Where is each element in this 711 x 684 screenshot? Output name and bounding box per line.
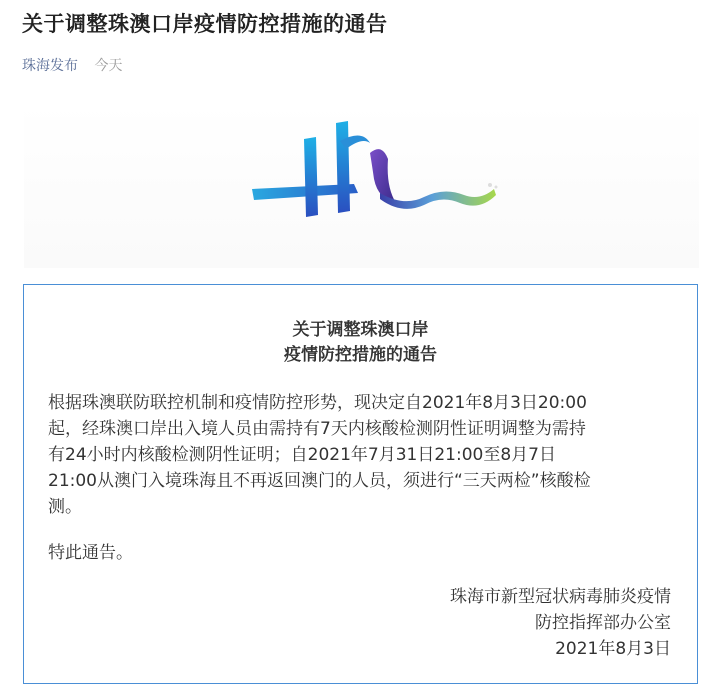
- notice-heading-line2: 疫情防控措施的通告: [284, 345, 437, 365]
- banner-image: [24, 103, 699, 268]
- notice-box: [23, 284, 698, 684]
- article-meta: [22, 55, 122, 75]
- source-account-link[interactable]: 珠海发布: [22, 58, 78, 74]
- publish-date: 今天: [94, 58, 123, 74]
- zhuhai-logo-icon: [24, 103, 699, 268]
- notice-body-line: 21:00从澳门入境珠海且不再返回澳门的人员，须进行“三天两检”核酸检: [48, 471, 591, 491]
- notice-signature-date: 2021年8月3日: [555, 639, 671, 659]
- notice-body-line: 起，经珠澳口岸出入境人员由需持有7天内核酸检测阴性证明调整为需持: [48, 419, 586, 439]
- notice-body-line: 有24小时内核酸检测阴性证明；自2021年7月31日21:00至8月7日: [48, 445, 556, 465]
- notice-body-line: 测。: [48, 497, 82, 517]
- notice-heading-line1: 关于调整珠澳口岸: [292, 320, 429, 340]
- notice-signature-line2: 防控指挥部办公室: [535, 613, 671, 633]
- notice-closing: 特此通告。: [48, 543, 133, 563]
- notice-body-line: 根据珠澳联防联控机制和疫情防控形势，现决定自2021年8月3日20:00: [48, 393, 587, 413]
- notice-signature-line1: 珠海市新型冠状病毒肺炎疫情: [450, 587, 671, 607]
- article-title: 关于调整珠澳口岸疫情防控措施的通告: [22, 12, 388, 36]
